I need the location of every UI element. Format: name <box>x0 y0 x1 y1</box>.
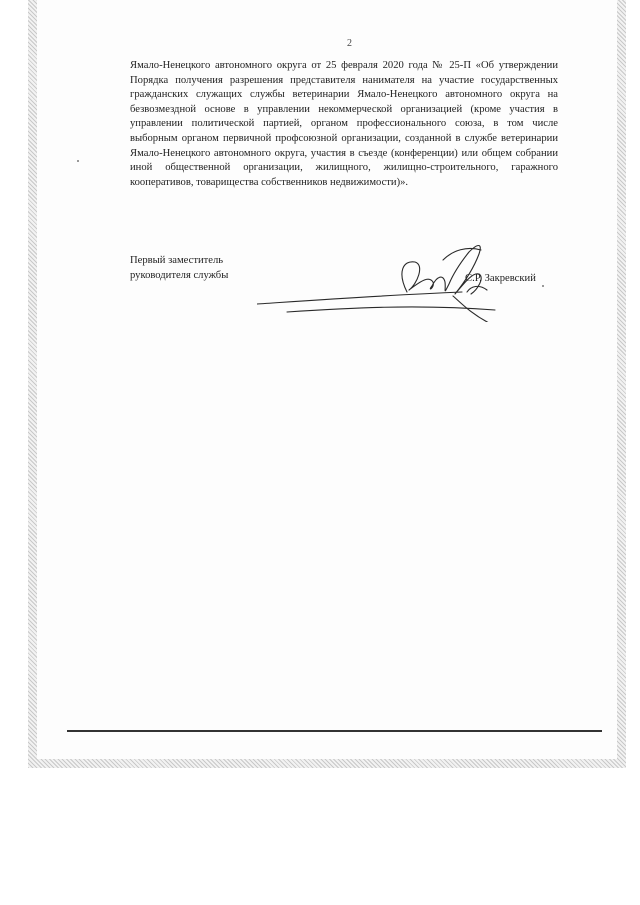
signer-name: С.Р. Закревский <box>465 273 536 284</box>
document-paragraph: Ямало-Ненецкого автономного округа от 25 февраля 2020 года № 25-П «Об утверждении Порядка получения разрешения представителя нанимателя на участие государственных гражданских служащих службы ветеринарии Ямало-Ненецкого автономного округа на безвозмездной основе в управлении некоммерческой организацией (кроме участия в управлении политической партией, органом профессионального союза, в том числе выборным органом первичной профсоюзной организации, созданной в службе ветеринарии Ямало-Ненецкого автономного округа, участия в съезде (конференции) или общем собрании иной общественной организации, жилищного, жилищно-строительного, гаражного кооперативов, товарищества собственников недвижимости)». <box>130 60 558 188</box>
scanned-page <box>28 0 626 768</box>
bottom-rule <box>67 730 602 732</box>
page-number: 2 <box>347 38 352 49</box>
signer-title-line-2: руководителя службы <box>130 270 229 281</box>
scan-speck <box>77 160 79 162</box>
document-sheet <box>37 0 617 759</box>
signer-title-line-1: Первый заместитель <box>130 255 224 266</box>
scan-speck <box>542 285 544 287</box>
signer-title <box>130 253 228 283</box>
